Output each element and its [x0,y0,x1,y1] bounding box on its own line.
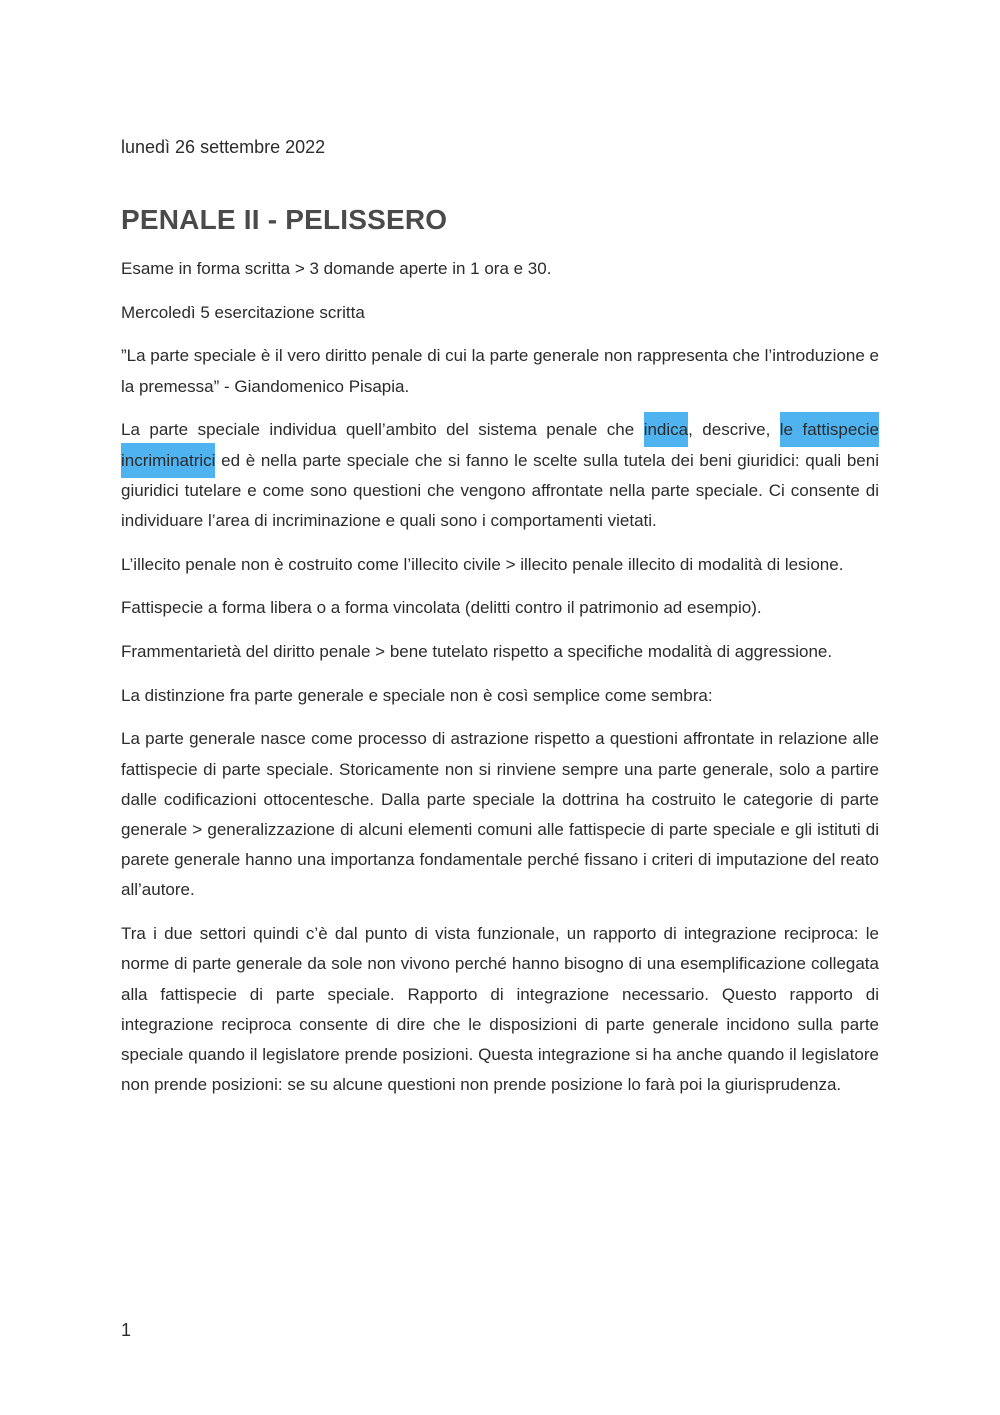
text-highlight[interactable]: indica [644,412,688,447]
text-segment: ed è nella parte speciale che si fanno le scelte sulla tutela dei beni giuridici: quali beni giuridici tutelare e come sono questioni che vengono affrontate nella parte speciale. Ci consente di individuare l’area di incriminazione e quali sono i comportamenti vietati. [121,450,879,530]
paragraph-exam-info: Esame in forma scritta > 3 domande aperte in 1 ora e 30. [121,259,552,278]
paragraph-special-part [121,415,879,536]
text-segment: La parte speciale individua quell’ambito del sistema penale che [121,420,644,440]
text-segment: , descrive, [688,420,780,440]
paragraph-illecito: L’illecito penale non è costruito come l’illecito civile > illecito penale illecito di modalità di lesione. [121,554,844,574]
page-number: 1 [121,1320,132,1340]
document-date: lunedì 26 settembre 2022 [121,137,326,157]
paragraph-exercise: Mercoledì 5 esercitazione scritta [121,302,365,322]
paragraph-quote: ”La parte speciale è il vero diritto penale di cui la parte generale non rappresenta che l’introduzione e la premessa” - Giandomenico Pisapia. [121,346,879,396]
paragraph-frammentarieta: Frammentarietà del diritto penale > bene tutelato rispetto a specifiche modalità di aggressione. [121,642,833,662]
paragraph-distinzione: La distinzione fra parte generale e speciale non è così semplice come sembra: [121,685,713,705]
document-body [121,254,879,1114]
text-highlight[interactable]: le fattispecie incriminatrici [121,412,879,477]
paragraph-parte-generale: La parte generale nasce come processo di astrazione rispetto a questioni affrontate in relazione alle fattispecie di parte speciale. Storicamente non si rinviene sempre una parte generale, solo a partire dalle codificazioni ottocentesche. Dalla parte speciale la dottrina ha costruito le categorie di parte generale > generalizzazione di alcuni elementi comuni alle fattispecie di parte speciale e gli istituti di parete generale hanno una importanza fondamentale perché fissano i criteri di imputazione del reato all’autore. [121,729,879,900]
paragraph-fattispecie: Fattispecie a forma libera o a forma vincolata (delitti contro il patrimonio ad esempio). [121,598,762,618]
paragraph-integrazione: Tra i due settori quindi c’è dal punto di vista funzionale, un rapporto di integrazione reciproca: le norme di parte generale da sole non vivono perché hanno bisogno di una esemplificazione collegata alla fattispecie di parte speciale. Rapporto di integrazione necessario. Questo rapporto di integrazione reciproca consente di dire che le disposizioni di parte generale incidono sulla parte speciale quando il legislatore prende posizioni. Questa integrazione si ha anche quando il legislatore non prende posizioni: se su alcune questioni non prende posizione lo farà poi la giurisprudenza. [121,924,879,1095]
document-title: PENALE II - PELISSERO [121,204,448,235]
